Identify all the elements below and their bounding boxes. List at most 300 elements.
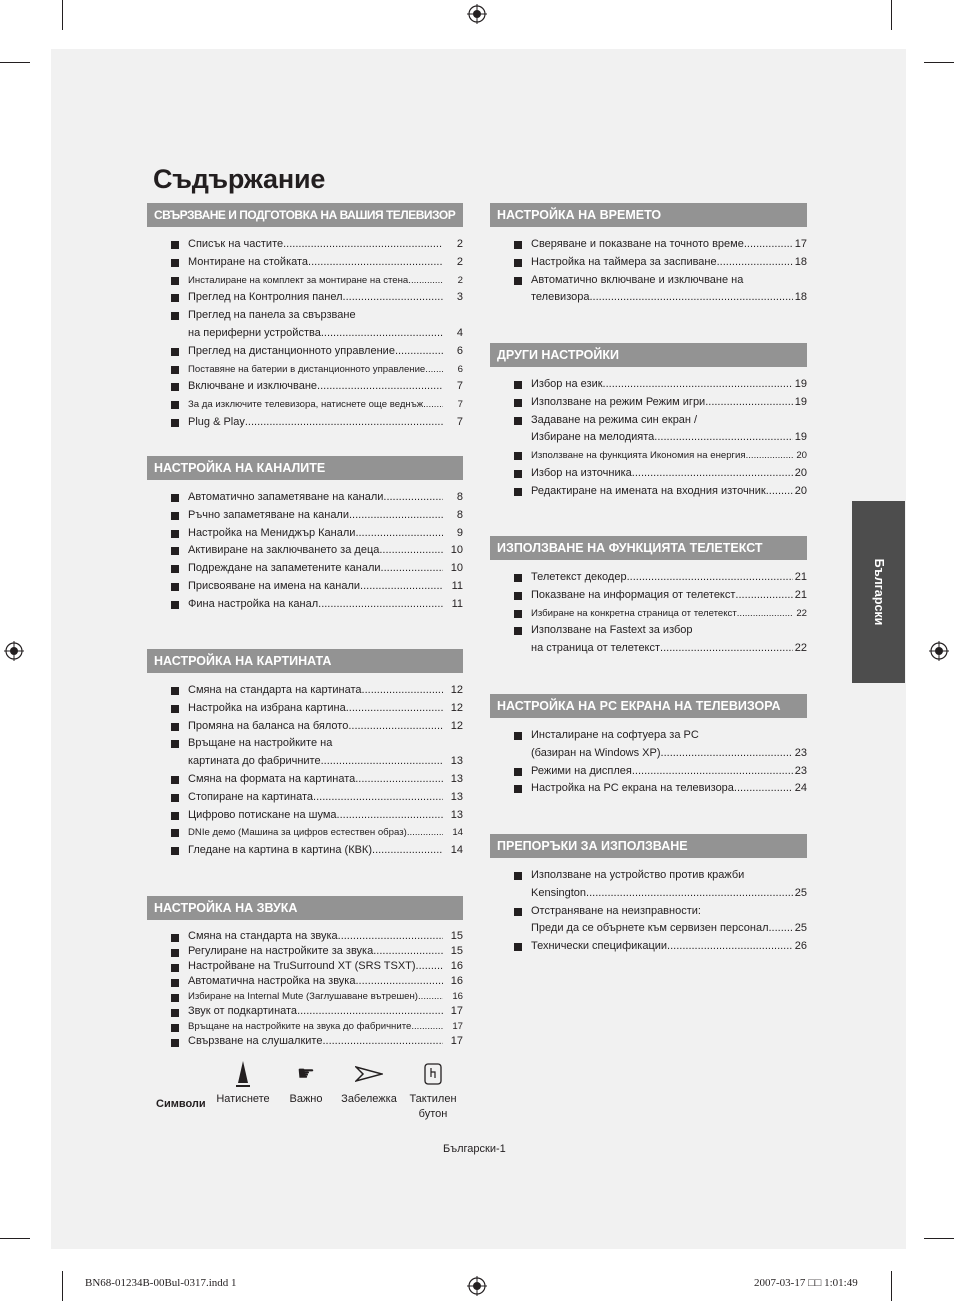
toc-page-number: 17 [794,238,807,250]
dot-leader [395,343,443,361]
toc-entry-title: Преглед на панела за свързване [188,309,356,322]
section-heading: НАСТРОЙКА НА КАНАЛИТЕ [147,456,463,480]
symbol-important [276,1056,336,1107]
toc-page-number: 6 [456,344,463,357]
toc-page-number: 25 [794,922,807,935]
toc-entry-title: Plug & Play [188,415,245,428]
dot-leader [766,483,793,501]
toc-list [490,867,807,956]
toc-page-number: 8 [456,491,463,503]
toc-page-number: 15 [450,930,463,942]
toc-page-number: 2 [456,255,463,268]
toc-entry[interactable] [147,700,463,718]
bullet-square-icon [514,488,522,496]
toc-entry[interactable] [147,254,463,272]
toc-page-number: 20 [796,450,807,462]
toc-entry-title: Ръчно запаметяване на канали [188,508,349,521]
toc-page-number: 26 [794,940,807,953]
toc-entry[interactable] [147,1004,463,1019]
dot-leader [349,507,443,525]
toc-page-number: 19 [794,395,807,408]
toc-entry[interactable] [490,727,807,763]
dot-leader [425,361,443,379]
toc-entry[interactable] [147,525,463,543]
crop-mark [891,0,892,30]
dot-leader [660,640,793,658]
bullet-square-icon [171,259,179,267]
toc-entry-title: За да изключите телевизора, натиснете още веднъж. [188,399,426,411]
toc-entry[interactable] [147,578,463,596]
dot-leader [408,272,443,290]
symbol-note [338,1056,400,1107]
bullet-square-icon [171,312,179,320]
dot-leader [744,236,793,254]
dot-leader [705,394,793,412]
toc-entry[interactable] [490,587,807,605]
toc-page-number: 11 [451,597,463,610]
dot-leader [589,289,793,307]
toc-section [490,203,807,307]
toc-page-number: 10 [450,544,463,557]
toc-page-number: 6 [457,363,463,375]
toc-page-number: 19 [794,431,807,444]
toc-list [490,727,807,798]
toc-entry-title: Използване на функцията Икономия на енергия [531,450,746,462]
toc-section [490,834,807,956]
toc-entry-title: Цифрово потискане на шума [188,808,337,821]
section-heading: НАСТРОЙКА НА ЗВУКА [147,896,463,920]
bullet-square-icon [171,512,179,520]
toc-entry[interactable] [147,289,463,307]
toc-entry[interactable] [490,938,807,956]
bullet-square-icon [171,547,179,555]
section-heading: НАСТРОЙКА НА ВРЕМЕТО [490,203,807,227]
dot-leader [372,842,443,860]
toc-page-number: 22 [796,607,807,619]
toc-entry-title: Звук от подкартината [188,1005,298,1017]
toc-section [490,343,807,501]
registration-mark-icon [467,4,487,24]
bullet-square-icon [171,964,179,972]
toc-page-number: 25 [794,886,807,899]
bullet-square-icon [171,979,179,987]
bullet-square-icon [171,601,179,609]
toc-page-number: 14 [450,844,463,857]
toc-entry[interactable] [147,596,463,614]
toc-entry[interactable] [490,412,807,448]
toc-entry[interactable] [147,989,463,1004]
toc-entry[interactable] [490,465,807,483]
dot-leader [343,289,443,307]
toc-entry[interactable] [147,842,463,860]
toc-page-number: 3 [456,291,463,304]
toc-page-number: 2 [457,274,463,286]
toc-entry[interactable] [147,718,463,736]
bullet-square-icon [171,383,179,391]
toc-entry-title: Телетекст декодер [531,571,627,583]
toc-entry-title-cont: на периферни устройства [188,326,321,339]
dot-leader [586,885,793,903]
bullet-square-icon [171,812,179,820]
side-tab-label: Български [871,558,886,626]
toc-entry-title: DNIe демо (Машина за цифров естествен образ) [188,827,407,839]
toc-section [147,649,463,860]
dot-leader [632,465,793,483]
dot-leader [737,605,793,623]
section-heading: ПРЕПОРЪКИ ЗА ИЗПОЛЗВАНЕ [490,834,807,858]
symbols-label: Символи [156,1098,206,1110]
toc-page-number: 13 [450,790,463,803]
toc-entry-title: Технически спецификации [531,940,668,953]
toc-entry-title: Използване на Fastext за избор [531,624,693,637]
press-icon [234,1059,252,1089]
toc-list [147,236,463,432]
symbol-touch-button [404,1056,462,1122]
dot-leader [379,542,443,560]
toc-entry-title: Активиране на заключването за деца [188,544,380,557]
symbol-label: Тактилен бутон [409,1093,457,1120]
toc-entry[interactable] [147,272,463,290]
toc-entry[interactable] [490,622,807,658]
toc-entry-title: Отстраняване на неизправности: [531,904,701,917]
bullet-square-icon [171,294,179,302]
dot-leader [426,396,443,414]
toc-entry[interactable] [490,569,807,587]
bullet-square-icon [514,259,522,267]
toc-entry-title-cont: картината до фабричните [188,755,321,768]
toc-entry-title-cont: Избиране на мелодията [531,431,655,444]
toc-entry[interactable] [490,867,807,903]
bullet-square-icon [171,494,179,502]
dot-leader [654,429,793,447]
toc-entry[interactable] [147,1034,463,1049]
toc-page-number: 12 [450,719,463,732]
toc-entry[interactable] [490,483,807,501]
toc-entry[interactable] [490,763,807,781]
dot-leader [308,254,443,272]
toc-entry-title: Избор на източника [531,466,632,479]
toc-entry[interactable] [147,1019,463,1034]
toc-page-number: 23 [794,746,807,759]
toc-entry-title: Смяна на стандарта на картината [188,684,362,696]
toc-entry-title: Настройка на таймера за заспиване [531,255,717,268]
toc-entry[interactable] [147,236,463,254]
dot-leader [355,525,443,543]
toc-page-number: 2 [456,238,463,250]
toc-entry-title: Фина настройка на канал [188,597,319,610]
dot-leader [322,1034,443,1049]
toc-entry[interactable] [490,272,807,308]
toc-section [147,896,463,1049]
toc-page-number: 24 [794,782,807,795]
dot-leader [381,560,443,578]
toc-page-number: 12 [450,684,463,696]
page-number: Български-1 [443,1143,506,1155]
dot-leader [746,447,793,465]
bullet-square-icon [171,847,179,855]
toc-entry-title: Инсталиране на комплект за монтиране на стена [188,274,409,286]
toc-entry[interactable] [147,944,463,959]
toc-entry[interactable] [147,361,463,379]
bullet-square-icon [514,943,522,951]
bullet-square-icon [514,241,522,249]
crop-mark [62,0,63,30]
language-side-tab [852,501,905,683]
registration-mark-icon [467,1276,487,1296]
toc-entry-title: Промяна на баланса на бялото [188,719,349,732]
toc-page-number: 14 [452,827,463,839]
bullet-square-icon [171,401,179,409]
dot-leader [355,974,443,989]
toc-page-number: 13 [450,772,463,785]
toc-page-number: 20 [794,466,807,479]
toc-page-number: 7 [457,399,463,411]
toc-entry[interactable] [147,771,463,789]
dot-leader [603,376,793,394]
toc-entry-title-cont: (базиран на Windows XP) [531,746,661,759]
bullet-square-icon [514,470,522,478]
toc-page-number: 7 [456,380,463,393]
dot-leader [734,780,793,798]
toc-entry-title: Списък на частите [188,238,284,250]
dot-leader [627,569,793,587]
toc-entry[interactable] [147,682,463,700]
toc-entry[interactable] [147,507,463,525]
toc-entry-title: Използване на режим Режим игри [531,395,706,408]
toc-entry[interactable] [147,378,463,396]
toc-page-number: 16 [450,960,463,972]
dot-leader [735,587,793,605]
dot-leader [348,718,443,736]
toc-section [490,536,807,658]
dot-leader [318,596,443,614]
dot-leader [411,1019,443,1034]
toc-entry-title: Настройка на Мениджър Канали [188,526,356,539]
toc-entry-title: Монтиране на стойката [188,255,309,268]
bullet-square-icon [514,872,522,880]
registration-mark-icon [929,641,949,661]
toc-entry-title: Избор на език [531,378,603,390]
section-heading: НАСТРОЙКА НА КАРТИНАТА [147,649,463,673]
toc-entry[interactable] [490,605,807,623]
dot-leader [346,700,443,718]
dot-leader [355,771,443,789]
toc-page-number: 9 [456,526,463,539]
toc-entry[interactable] [147,824,463,842]
dot-leader [317,378,443,396]
toc-list [147,929,463,1049]
dot-leader [360,578,443,596]
toc-page-number: 12 [450,701,463,714]
dot-leader [313,789,443,807]
toc-page-number: 8 [456,508,463,521]
bullet-square-icon [171,565,179,573]
toc-entry[interactable] [147,789,463,807]
toc-entry-title: Настройване на TruSurround XT (SRS TSXT) [188,960,416,972]
bullet-square-icon [514,452,522,460]
dot-leader [362,682,443,700]
toc-page-number: 16 [450,975,463,987]
toc-entry-title-cont: Kensington [531,886,587,899]
toc-page-number: 17 [452,1021,463,1032]
toc-page-number: 22 [794,642,807,655]
toc-entry[interactable] [147,489,463,507]
bullet-square-icon [514,399,522,407]
page-title: Съдържание [153,164,326,194]
toc-entry-title: Преглед на дистанционното управление [188,344,395,357]
toc-entry[interactable] [490,447,807,465]
symbol-press [212,1056,274,1107]
crop-mark [0,62,30,63]
section-heading: ДРУГИ НАСТРОЙКИ [490,343,807,367]
footer-timestamp: 2007-03-17 □□ 1:01:49 [754,1277,858,1289]
bullet-square-icon [171,1039,179,1047]
toc-list [147,489,463,614]
dot-leader [661,745,793,763]
toc-page-number: 21 [794,588,807,601]
crop-mark [924,62,954,63]
toc-page-number: 17 [450,1035,463,1047]
toc-list [490,376,807,501]
toc-list [490,569,807,658]
toc-entry-title: Подреждане на запаметените канали [188,562,381,575]
crop-mark [924,1238,954,1239]
toc-page-number: 10 [450,562,463,575]
toc-entry-title: Използване на устройство против кражби [531,869,745,881]
bullet-square-icon [514,908,522,916]
bullet-square-icon [171,723,179,731]
toc-entry-title: Гледане на картина в картина (КВК) [188,844,373,857]
toc-page-number: 13 [450,808,463,821]
toc-entry[interactable] [147,307,463,343]
toc-entry-title: Връщане на настройките на [188,737,333,750]
toc-entry[interactable] [490,903,807,939]
dot-leader [321,325,443,343]
toc-page-number: 20 [794,484,807,497]
toc-section [147,456,463,614]
toc-entry[interactable] [147,343,463,361]
bullet-square-icon [171,829,179,837]
bullet-square-icon [171,705,179,713]
dot-leader [418,989,443,1004]
toc-entry[interactable] [490,376,807,394]
toc-entry[interactable] [147,974,463,989]
toc-entry[interactable] [147,396,463,414]
toc-page-number: 21 [794,571,807,583]
toc-entry[interactable] [490,236,807,254]
toc-entry[interactable] [490,394,807,412]
bullet-square-icon [514,592,522,600]
toc-entry-title: Смяна на стандарта на звука [188,930,338,942]
toc-section [490,694,807,798]
toc-entry-title: Стопиране на картината [188,790,314,803]
toc-entry-title: Преглед на Контролния панел [188,291,343,304]
toc-entry-title: Режими на дисплея [531,764,632,777]
toc-page-number: 18 [794,255,807,268]
bullet-square-icon [171,740,179,748]
toc-entry-title: Връщане на настройките на звука до фабричните [188,1021,412,1032]
toc-entry-title: Смяна на формата на картината [188,772,356,785]
toc-entry-title-cont: Преди да се обърнете към сервизен персонал [531,922,769,935]
bullet-square-icon [514,610,522,618]
toc-page-number: 11 [451,579,463,592]
toc-entry-title: Регулиране на настройките за звука [188,945,374,957]
dot-leader [245,414,443,432]
touch-button-icon [424,1063,442,1085]
toc-entry-title: Автоматично запаметяване на канали [188,491,384,503]
bullet-square-icon [171,1009,179,1017]
toc-entry[interactable] [147,807,463,825]
symbol-label: Натиснете [216,1093,270,1105]
toc-entry[interactable] [490,254,807,272]
toc-entry-title: Избиране на Internal Mute (Заглушаване вътрешен) [188,991,418,1002]
toc-entry-title: Показване на информация от телетекст [531,588,736,601]
bullet-square-icon [514,768,522,776]
dot-leader [337,807,443,825]
bullet-square-icon [171,776,179,784]
toc-entry-title-cont: телевизора [531,291,590,304]
toc-entry[interactable] [147,735,463,771]
bullet-square-icon [514,381,522,389]
toc-entry-title: Задаване на режима син екран / [531,413,698,426]
bullet-square-icon [171,241,179,249]
toc-page-number: 18 [794,291,807,304]
toc-entry-title: Автоматична настройка на звука [188,975,356,987]
section-heading: ИЗПОЛЗВАНЕ НА ФУНКЦИЯТА ТЕЛЕТЕКСТ [490,536,807,560]
dot-leader [416,959,443,974]
dot-leader [407,824,443,842]
dot-leader [769,920,794,938]
toc-entry[interactable] [147,542,463,560]
toc-entry-title: Автоматично включване и изключване на [531,273,744,286]
toc-page-number: 19 [794,378,807,390]
toc-entry-title: Настройка на PC екрана на телевизора [531,782,734,795]
bullet-square-icon [514,277,522,285]
toc-page-number: 16 [452,991,463,1002]
toc-page-number: 4 [456,326,463,339]
toc-entry-title: Избиране на конкретна страница от телетекст [531,607,737,619]
toc-entry[interactable] [147,560,463,578]
bullet-square-icon [171,366,179,374]
section-heading: НАСТРОЙКА НА PC ЕКРАНА НА ТЕЛЕВИЗОРА [490,694,807,718]
bullet-square-icon [171,1024,179,1032]
registration-mark-icon [4,641,24,661]
bullet-square-icon [171,794,179,802]
bullet-square-icon [514,785,522,793]
toc-page-number: 7 [456,415,463,428]
toc-entry-title: Сверяване и показване на точното време [531,238,744,250]
toc-entry[interactable] [147,929,463,944]
dot-leader [283,236,443,254]
toc-page-number: 17 [450,1005,463,1017]
bullet-square-icon [171,934,179,942]
dot-leader [338,929,443,944]
bullet-square-icon [514,417,522,425]
toc-page-number: 15 [450,945,463,957]
toc-entry[interactable] [147,959,463,974]
footer-file-info: BN68-01234B-00Bul-0317.indd 1 [85,1277,237,1289]
crop-mark [0,1238,30,1239]
dot-leader [383,489,443,507]
bullet-square-icon [171,994,179,1002]
toc-entry[interactable] [490,780,807,798]
dot-leader [373,944,443,959]
bullet-square-icon [514,574,522,582]
toc-entry-title-cont: на страница от телетекст [531,642,661,655]
toc-page-number: 13 [450,755,463,768]
bullet-square-icon [514,627,522,635]
toc-entry[interactable] [147,414,463,432]
